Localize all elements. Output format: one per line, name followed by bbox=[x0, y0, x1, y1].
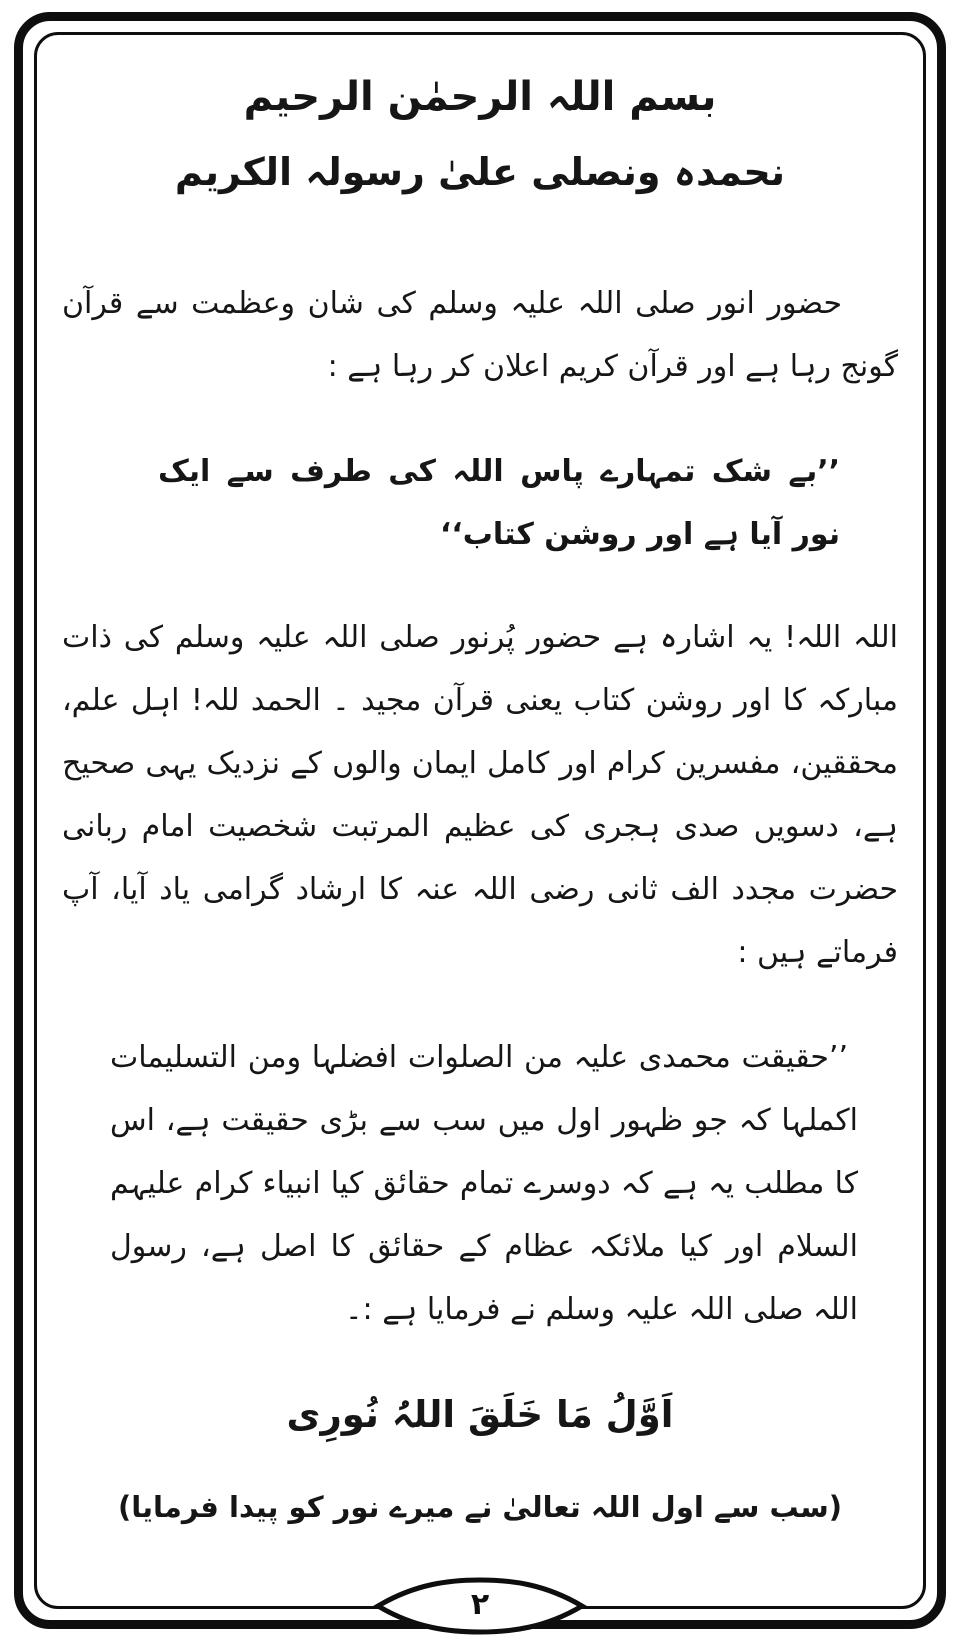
hadith-arabic-text: اَوَّلُ مَا خَلَقَ اللہُ نُورِی bbox=[286, 1393, 674, 1436]
quran-verse-quote: ’’بے شک تمہارے پاس اللہ کی طرف سے ایک نور آیا ہے اور روشن کتاب‘‘ bbox=[158, 454, 840, 552]
page-content bbox=[62, 48, 898, 1575]
hamd-salat-heading: نحمدہ ونصلی علیٰ رسولہ الکریم bbox=[174, 150, 786, 194]
page-number: ٢ bbox=[470, 1587, 490, 1623]
mujaddid-quote: ’’حقیقت محمدی علیہ من الصلوات افضلہا ومن التسلیمات اکملہا کہ جو ظہور اول میں سب سے بڑی حقیقت ہے، اس کا مطلب یہ ہے کہ دوسرے تمام حقائق کیا انبیاء کرام علیہم السلام اور کیا ملائکہ عظام کے حقائق کا اصل ہے، رسول اللہ صلی اللہ علیہ وسلم نے فرمایا ہے :۔ bbox=[110, 1040, 858, 1327]
bismillah-heading: بسم اللہ الرحمٰن الرحیم bbox=[243, 74, 717, 120]
main-paragraph: اللہ اللہ! یہ اشارہ ہے حضور پُرنور صلی اللہ علیہ وسلم کی ذات مبارکہ کا اور روشن کتاب یعنی قرآن مجید ۔ الحمد للہ! اہل علم، محققین، مفسرین کرام اور کامل ایمان والوں کے نزدیک یہی صحیح ہے، دسویں صدی ہجری کی عظیم المرتبت شخصیت امام ربانی حضرت مجدد الف ثانی رضی اللہ عنہ کا ارشاد گرامی یاد آیا، آپ فرماتے ہیں : bbox=[62, 620, 898, 970]
intro-paragraph: حضور انور صلی اللہ علیہ وسلم کی شان وعظمت سے قرآن گونج رہا ہے اور قرآن کریم اعلان کر رہا ہے : bbox=[62, 286, 898, 384]
page-number-badge bbox=[373, 1575, 587, 1637]
hadith-translation: (سب سے اول اللہ تعالیٰ نے میرے نور کو پیدا فرمایا) bbox=[118, 1490, 842, 1524]
